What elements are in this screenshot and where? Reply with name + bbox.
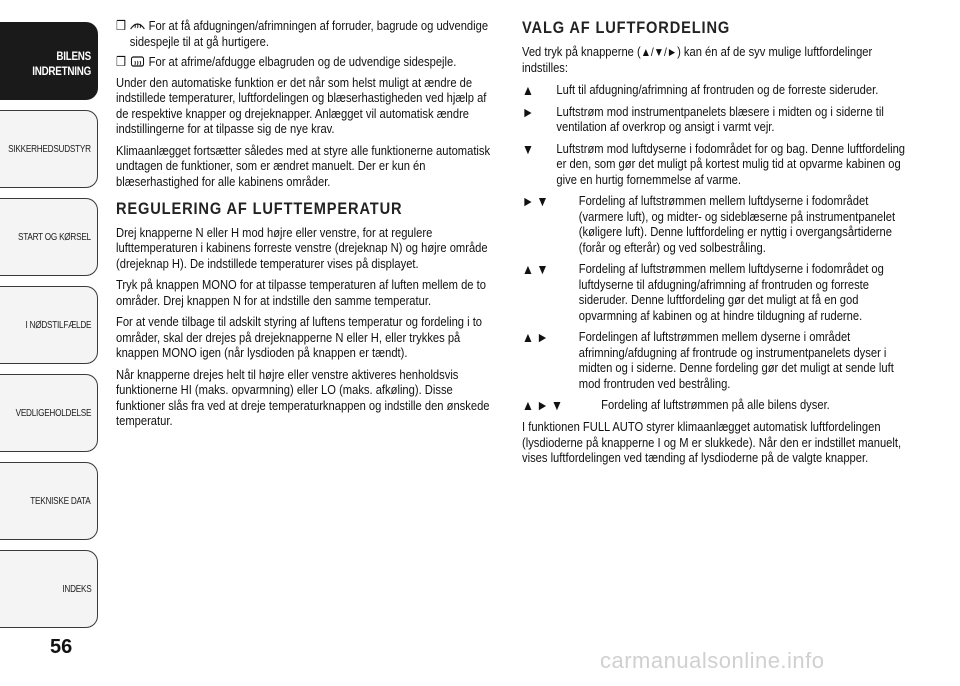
tab-bilens-indretning[interactable]: BILENS INDRETNING <box>0 22 98 100</box>
left-column <box>116 18 500 435</box>
right-down-arrow-icon: ►▼ <box>522 193 551 209</box>
page-number: 56 <box>50 636 73 658</box>
up-right-arrow-icon: ▲► <box>522 329 551 345</box>
paragraph: Drej knapperne N eller H mod højre eller venstre, for at regulere lufttemperaturen i kabinens forreste venstre (drejeknap N) og højre område (drejeknap H). De indstillede temperaturer vises på displayet. <box>116 224 488 271</box>
paragraph: Ved tryk på knapperne (▲/▼/►) kan én af de syv mulige luftfordelinger indstilles: <box>522 43 873 75</box>
up-down-arrow-icon: ▲▼ <box>522 261 551 277</box>
tab-i-nodstilfaelde[interactable]: I NØDSTILFÆLDE <box>0 286 98 364</box>
right-arrow-icon: ► <box>522 103 537 120</box>
distribution-mode: ►▼ Fordeling af luftstrømmen mellem luftdyserne i fodområdet (varmere luft), og midter- og sideblæserne på instrumentpanelet (køligere luft). Denne luftfordeling er nyttig i overgangsårtiderne (forår og efterår) og ved solbestråling. <box>522 193 896 255</box>
paragraph: For at vende tilbage til adskilt styring af luftens temperatur og fordeling i to områder, skal der drejes på drejeknapperne N eller H, eller trykkes på knappen MONO igen (når lysdioden på knappen er tændt). <box>116 314 483 360</box>
rear-window-defrost-icon <box>130 55 145 67</box>
down-arrow-icon: ▼ <box>522 140 537 157</box>
list-item: ❒ For at afrime/afdugge elbagruden og de udvendige sidespejle. <box>116 54 457 69</box>
section-heading-distribution: VALG AF LUFTFORDELING <box>522 18 731 37</box>
right-column <box>522 18 914 472</box>
checkbox-bullet-icon: ❒ <box>116 18 127 33</box>
all-arrows-icon: ▲►▼ <box>522 397 566 413</box>
checkbox-bullet-icon: ❒ <box>116 54 127 69</box>
watermark: carmanualsonline.info <box>600 648 825 673</box>
distribution-mode: ▲ Luft til afdugning/afrimning af frontruden og de forreste sideruder. <box>522 81 879 98</box>
windshield-defrost-icon <box>130 19 145 31</box>
paragraph: I funktionen FULL AUTO styrer klimaanlægget automatisk luftfordelingen (lysdioderne på knapperne I og M er slukkede). Når den er indstillet manuelt, vises luftfordelingen ved tænding af lysdioderne på de valgte knapper. <box>522 419 902 465</box>
paragraph: Under den automatiske funktion er det når som helst muligt at ændre de indstillede temperaturer, luftfordelingen og blæserhastigheden ved hjælp af de respektive knapper og drejeknapper. Anlægget vil automatisk ændre indstillingerne for at tilpasse sig de nye krav. <box>116 74 487 136</box>
tab-indeks[interactable]: INDEKS <box>0 550 98 628</box>
tab-sikkerhedsudstyr[interactable]: SIKKERHEDSUDSTYR <box>0 110 98 188</box>
distribution-mode: ▲▼ Fordeling af luftstrømmen mellem luftdyserne i fodområdet og luftdyserne til afdugning/afrimning af frontruden og forreste sideruder. Denne luftfordeling gør det muligt at få en god opvarmning af kabinen og at hindre tildugning af ruderne. <box>522 261 884 323</box>
section-heading-temperature: REGULERING AF LUFTTEMPERATUR <box>116 199 403 218</box>
distribution-mode: ► Luftstrøm mod instrumentpanelets blæsere i midten og i siderne til ventilation af overkrop og ansigt i varmt vejr. <box>522 103 884 134</box>
paragraph: Når knapperne drejes helt til højre eller venstre aktiveres henholdsvis funktionerne HI (maks. opvarmning) eller LO (maks. afkøling). Disse funktioner slås fra ved at dreje temperaturknappen og indstille den ønskede temperatur. <box>116 366 490 428</box>
arrow-buttons-icon: ▲/▼/► <box>640 44 678 59</box>
tab-start-og-korsel[interactable]: START OG KØRSEL <box>0 198 98 276</box>
distribution-mode: ▲►▼ Fordeling af luftstrømmen på alle bilens dyser. <box>522 397 830 413</box>
distribution-mode: ▼ Luftstrøm mod luftdyserne i fodområdet for og bag. Denne luftfordeling er den, som gør det muligt på kortest mulig tid at opvarme kabinen og give en hurtig fornemmelse af varme. <box>522 140 906 187</box>
up-arrow-icon: ▲ <box>522 81 537 98</box>
paragraph: Tryk på knappen MONO for at tilpasse temperaturen af luften mellem de to områder. Drej knappen N for at indstille den samme temperatur. <box>116 277 486 308</box>
distribution-mode: ▲► Fordelingen af luftstrømmen mellem dyserne i området afrimning/afdugning af frontrude og instrumentpanelets dyser i midten og i siderne. Denne fordeling gør det muligt at sende luft mod frontruden ved bestråling. <box>522 329 894 391</box>
tab-vedligeholdelse[interactable]: VEDLIGEHOLDELSE <box>0 374 98 452</box>
list-item: ❒ For at få afdugningen/afrimningen af forruder, bagrude og udvendige sidespejle til at gå hurtigere. <box>116 18 489 49</box>
paragraph: Klimaanlægget fortsætter således med at styre alle funktionerne automatisk undtagen de funktioner, som er ændret manuelt. Der er kun én blæserhastighed for alle kabinens områder. <box>116 142 491 189</box>
tab-tekniske-data[interactable]: TEKNISKE DATA <box>0 462 98 540</box>
